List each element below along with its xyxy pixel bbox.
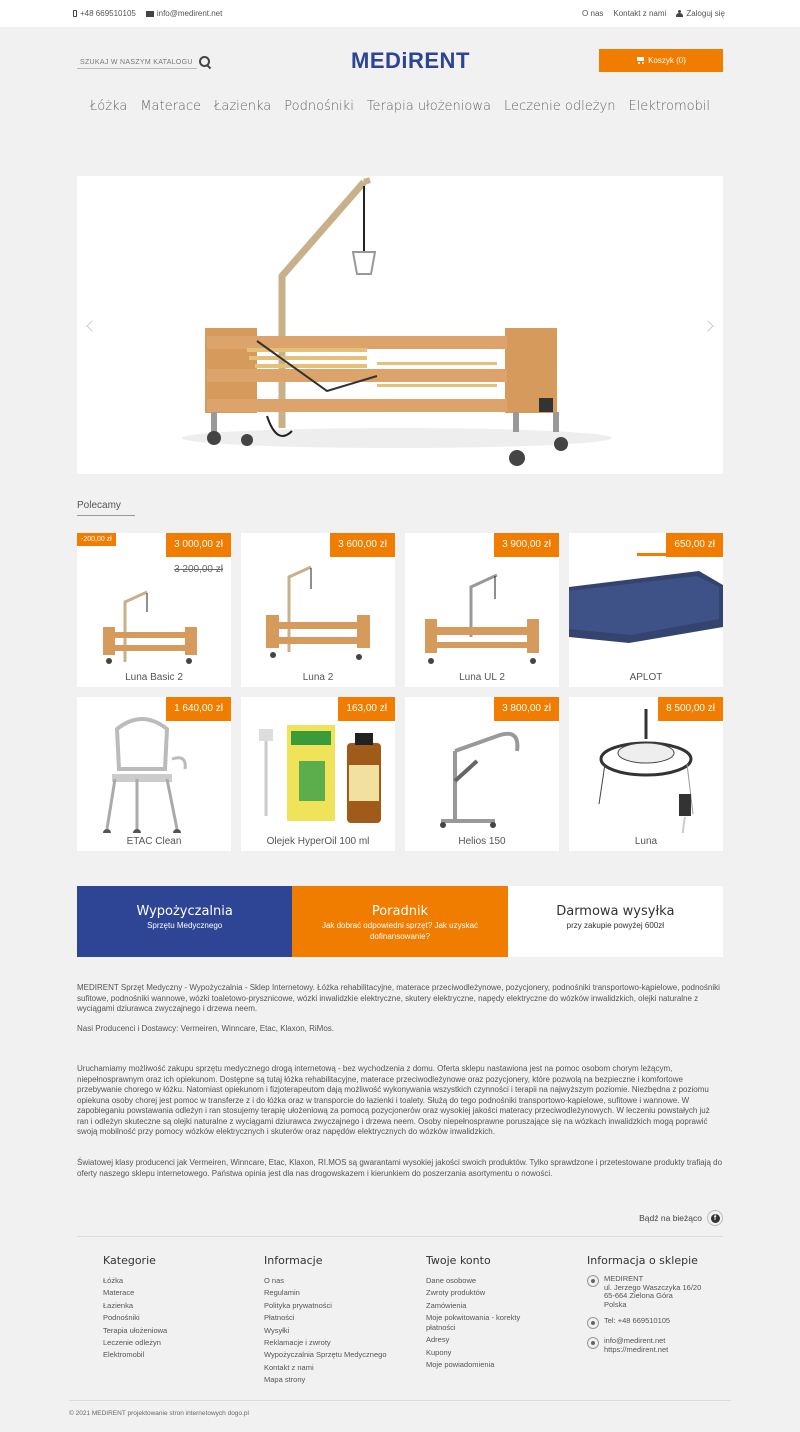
login-link[interactable]: [676, 9, 725, 18]
email-address: info@medirent.net: [156, 9, 223, 18]
shop-phone-number: Tel: +48 669510105: [604, 1316, 671, 1325]
footer-link[interactable]: Regulamin: [264, 1288, 300, 1298]
footer-heading: Twoje konto: [426, 1254, 491, 1267]
product-image: [569, 557, 723, 669]
product-name: Luna 2: [302, 672, 334, 683]
footer-link[interactable]: Łazienka: [103, 1300, 134, 1310]
product-image: [405, 557, 559, 669]
nav-item-bedsores[interactable]: Leczenie odleżyn: [503, 99, 616, 114]
footer-link[interactable]: Reklamacje i zwroty: [264, 1338, 331, 1348]
product-price: 163,00 zł: [338, 697, 395, 721]
product-name: Olejek HyperOil 100 ml: [266, 836, 370, 847]
discount-badge: -200,00 zł: [77, 533, 116, 546]
email-contact[interactable]: [146, 9, 223, 18]
product-price: 8 500,00 zł: [658, 697, 723, 721]
login-label: Zaloguj się: [686, 9, 725, 18]
shop-phone[interactable]: [587, 1317, 727, 1329]
footer-info: [264, 1254, 387, 1387]
product-price: 650,00 zł: [666, 533, 723, 557]
description-paragraph: Światowej klasy producenci jak Vermeiren, Winncare, Etac, Klaxon, RI.MOS są gwarantami wysokiej jakości swoich produktów. Tylko sprawdzone i przetestowane produkty trafiają do oferty naszego sklepu internetowego. Państwa opinia jest dla nas drogowskazem i kierunkiem do poszerzania asortymentu o nowości.: [77, 1158, 723, 1178]
footer-shop-info: [587, 1254, 727, 1358]
footer-link[interactable]: Moje pokwitowania - korekty płatności: [426, 1313, 521, 1332]
nav-item-beds[interactable]: Łóżka: [89, 99, 128, 114]
product-image: [241, 721, 395, 833]
nav-item-positioning[interactable]: Terapia ułożeniowa: [366, 99, 491, 114]
phone-contact[interactable]: [73, 9, 136, 18]
cart-icon: [636, 57, 645, 64]
product-price: 1 640,00 zł: [166, 697, 231, 721]
footer-heading: Kategorie: [103, 1254, 156, 1267]
product-card[interactable]: [405, 697, 559, 851]
phone-icon: [73, 10, 77, 17]
banner-subtitle: Jak dobrać odpowiedni sprzęt? Jak uzyskać dofinansowanie?: [321, 921, 479, 941]
product-name: Helios 150: [458, 836, 506, 847]
product-price: 3 000,00 zł: [166, 533, 231, 557]
footer-link[interactable]: Wysyłki: [264, 1325, 290, 1335]
product-price: 3 800,00 zł: [494, 697, 559, 721]
footer-link[interactable]: Materace: [103, 1288, 135, 1298]
recommended-title: Polecamy: [77, 500, 135, 516]
footer-link[interactable]: Dane osobowe: [426, 1276, 477, 1285]
product-card[interactable]: [405, 533, 559, 687]
footer-link[interactable]: Terapia ułożeniowa: [103, 1325, 168, 1335]
description-paragraph: Uruchamiamy możliwość zakupu sprzętu medycznego drogą internetową - bez wychodzenia z domu. Oferta sklepu nastawiona jest na pomoc osobom chorym leżącym, niepełnosprawnym oraz ich opiekunom. Dostępne są tutaj łóżka rehabilitacyjne, materace przeciwodleżynowe oraz pozycjonery, które pozwolą na bezpieczne i komfortowe przebywanie chorego w łóżku. Natomiast opiekunom i fizjoterapeutom dają możliwość wykonywania wszystkich czynności i terapii na najwyższym poziomie. Niezbędna z poziomu opiekuna osoby chorej jest pomoc w transferze z i do łóżka oraz w transporcie do łazienki i toalety. Służą do tego podnośniki transportowo-kąpielowe, sufitowe i wannowe. W zapobieganiu powstawania odleżyn i ran stosujemy terapię ułożeniową za pomocą pozycjonerów oraz wysokiej jakości materacy przeciwodleżynowych. W leczeniu powstałych już ran i odleżyn skuteczne są olejki naturalne z wyciągami dziurawca zwyczajnego i drzewa neem. Osoby niepełnosprawne poruszające się na wózkach inwalidzkich mogą poprawić swoją mobilność przy pomocy wózków elektrycznych i skuterów oraz napędów elektrycznych do wózków inwalidzkich.: [77, 1064, 710, 1136]
hero-bed-image: [77, 176, 723, 474]
product-name: APLOT: [629, 672, 663, 683]
footer-account: [426, 1254, 546, 1371]
product-name: Luna: [634, 836, 658, 847]
phone-icon: [587, 1317, 599, 1329]
product-name: Luna Basic 2: [125, 672, 183, 683]
facebook-icon[interactable]: f: [707, 1210, 723, 1226]
footer-link[interactable]: Kontakt z nami: [264, 1362, 314, 1372]
product-image: [241, 557, 395, 669]
divider: [77, 1236, 723, 1237]
product-price: 3 900,00 zł: [494, 533, 559, 557]
product-old-price: 3 200,00 zł: [174, 564, 223, 575]
shop-name: MEDIRENT: [604, 1274, 644, 1283]
logo[interactable]: MEDiRENT: [351, 48, 470, 73]
mail-icon: [146, 11, 154, 17]
footer-link[interactable]: Polityka prywatności: [264, 1300, 332, 1310]
footer-link[interactable]: Adresy: [426, 1335, 450, 1345]
banner-title: Wypożyczalnia: [136, 904, 233, 919]
shop-website: https://medirent.net: [604, 1344, 669, 1354]
footer-link[interactable]: Kupony: [426, 1347, 452, 1357]
footer-link[interactable]: Podnośniki: [103, 1313, 140, 1323]
contact-link[interactable]: Kontakt z nami: [613, 9, 667, 18]
product-card[interactable]: [241, 533, 395, 687]
mail-icon: [587, 1337, 599, 1349]
hero-slider: [77, 176, 723, 474]
banner-subtitle: Sprzętu Medycznego: [147, 921, 223, 930]
product-name: ETAC Clean: [126, 836, 182, 847]
follow-label: Bądź na bieżąco: [639, 1213, 702, 1223]
product-card[interactable]: [77, 533, 231, 687]
nav-item-electromobile[interactable]: Elektromobil: [628, 99, 711, 114]
footer-link[interactable]: Elektromobil: [103, 1350, 145, 1360]
search-input[interactable]: [77, 53, 197, 69]
footer-heading: Informacje: [264, 1254, 323, 1267]
footer-link[interactable]: Łóżka: [103, 1276, 124, 1285]
promo-banners: [77, 886, 723, 957]
shop-city: 65-664 Zielona Góra: [604, 1291, 673, 1300]
search-icon[interactable]: [199, 56, 210, 67]
banner-subtitle: przy zakupie powyżej 600zł: [566, 921, 665, 930]
about-link[interactable]: O nas: [582, 9, 604, 18]
footer-link[interactable]: Wypożyczalnia Sprzętu Medycznego: [264, 1350, 387, 1360]
banner-title: Poradnik: [371, 904, 429, 919]
copyright: © 2021 MEDIRENT projektowanie stron internetowych dogo.pl: [69, 1410, 249, 1417]
shop-address: [587, 1275, 727, 1309]
product-price: 3 600,00 zł: [330, 533, 395, 557]
location-icon: [587, 1275, 599, 1287]
footer-link[interactable]: Leczenie odleżyn: [103, 1338, 161, 1348]
footer-link[interactable]: Mapa strony: [264, 1375, 306, 1385]
footer-link[interactable]: Zamówienia: [426, 1300, 467, 1310]
footer-link[interactable]: Zwroty produktów: [426, 1288, 486, 1298]
product-card[interactable]: [569, 697, 723, 851]
nav-item-mattresses[interactable]: Materace: [140, 99, 202, 114]
product-grid: [77, 533, 723, 851]
follow-us[interactable]: [639, 1210, 723, 1226]
main-nav: [0, 99, 800, 114]
footer-heading: Informacja o sklepie: [587, 1254, 698, 1267]
product-image: [405, 721, 559, 833]
guide-banner[interactable]: [292, 886, 507, 957]
cart-label: Koszyk (0): [648, 56, 686, 65]
product-card[interactable]: [569, 533, 723, 687]
top-bar: [0, 0, 800, 27]
cart-button[interactable]: [599, 49, 723, 72]
divider: [69, 1400, 731, 1401]
shop-email-address: info@medirent.net: [604, 1336, 666, 1345]
footer-link[interactable]: O nas: [264, 1276, 285, 1285]
nav-item-lifts[interactable]: Podnośniki: [284, 99, 354, 114]
product-name: Luna UL 2: [459, 672, 505, 683]
phone-number: +48 669510105: [80, 9, 136, 18]
banner-title: Darmowa wysyłka: [556, 904, 675, 919]
product-card[interactable]: [241, 697, 395, 851]
rental-banner[interactable]: [77, 886, 292, 957]
footer-categories: [103, 1254, 167, 1362]
shipping-banner[interactable]: [508, 886, 723, 957]
footer-link[interactable]: Płatności: [264, 1313, 295, 1323]
user-icon: [676, 10, 683, 17]
description-paragraph: MEDIRENT Sprzęt Medyczny - Wypożyczalnia - Sklep Internetowy. Łóżka rehabilitacyjne, materace przeciwodleżynowe, pozycjonery, podnośniki transportowo-kąpielowe, podnośniki sufitowe, podnośniki wannowe, wózki toaletowo-prysznicowe, wózki inwalidzkie elektryczne, skutery elektryczne, napędy elektryczne do wózków inwalidzkich, olejki naturalne z wyciągami dziurawca zwyczajnego i drzewa neem.: [77, 983, 720, 1013]
shop-email[interactable]: [587, 1337, 727, 1354]
product-card[interactable]: [77, 697, 231, 851]
shop-street: ul. Jerzego Waszczyka 16/20: [604, 1282, 702, 1292]
description-paragraph: Nasi Producenci i Dostawcy: Vermeiren, Winncare, Etac, Klaxon, RiMos.: [77, 1024, 334, 1033]
footer-link[interactable]: Moje powiadomienia: [426, 1360, 495, 1370]
shop-country: Polska: [604, 1299, 627, 1309]
nav-item-bathroom[interactable]: Łazienka: [214, 99, 272, 114]
